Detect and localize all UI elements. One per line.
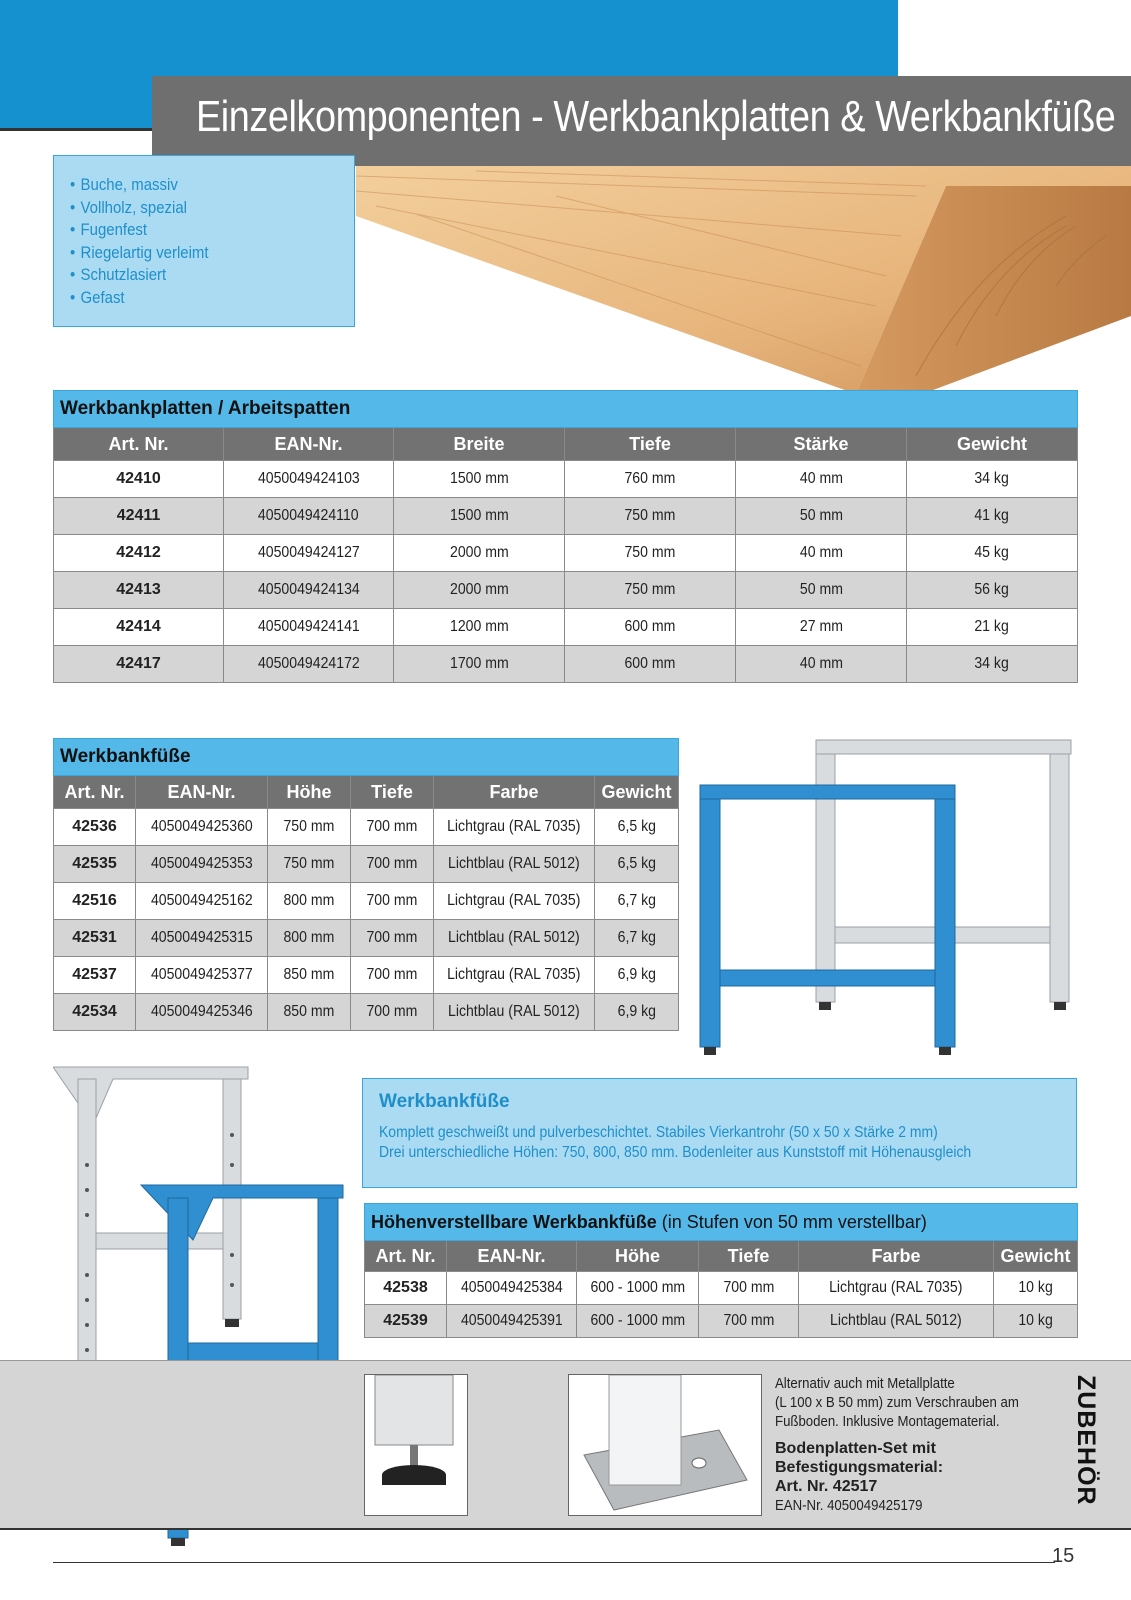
cell: 750 mm [565, 535, 736, 572]
column-header: Stärke [736, 428, 907, 461]
cell: 10 kg [994, 1305, 1078, 1338]
accessory-note-line: Alternativ auch mit Metallplatte [775, 1375, 955, 1392]
cell: 600 - 1000 mm [577, 1272, 699, 1305]
article-number: 42413 [54, 572, 224, 609]
column-header: Gewicht [907, 428, 1078, 461]
ean-cell: 4050049424110 [224, 498, 394, 535]
cell: 700 mm [351, 846, 434, 883]
cell: 6,9 kg [595, 957, 679, 994]
cell: 6,9 kg [595, 994, 679, 1031]
workbench-top-image [356, 166, 1131, 418]
ean-cell: 4050049424127 [224, 535, 394, 572]
legs-description-box [362, 1078, 1077, 1188]
description-title: Werkbankfüße [379, 1091, 510, 1112]
article-number: 42538 [365, 1272, 447, 1305]
accessory-ean: EAN-Nr. 4050049425179 [775, 1497, 923, 1514]
column-header: Höhe [577, 1241, 699, 1272]
column-header: Farbe [799, 1241, 994, 1272]
cell: 6,7 kg [595, 920, 679, 957]
cell: 850 mm [268, 994, 351, 1031]
column-header: Tiefe [351, 776, 434, 809]
table-row [54, 535, 1078, 572]
cell: 800 mm [268, 883, 351, 920]
cell: 6,5 kg [595, 809, 679, 846]
ean-cell: 4050049425353 [136, 846, 268, 883]
column-header: EAN-Nr. [136, 776, 268, 809]
ean-cell: 4050049425377 [136, 957, 268, 994]
column-header: Art. Nr. [365, 1241, 447, 1272]
cell: 600 mm [565, 609, 736, 646]
cell: 50 mm [736, 572, 907, 609]
ean-cell: 4050049425391 [447, 1305, 577, 1338]
cell: Lichtgrau (RAL 7035) [799, 1272, 994, 1305]
table-caption: Werkbankplatten / Arbeitspatten [54, 391, 1078, 428]
header-rule [0, 128, 160, 131]
article-number: 42539 [365, 1305, 447, 1338]
feature-item: • Schutzlasiert [70, 264, 320, 287]
ean-cell: 4050049425346 [136, 994, 268, 1031]
cell: 750 mm [565, 572, 736, 609]
ean-cell: 4050049425162 [136, 883, 268, 920]
table-row [54, 883, 679, 920]
cell: 34 kg [907, 646, 1078, 683]
cell: 41 kg [907, 498, 1078, 535]
cell: 27 mm [736, 609, 907, 646]
article-number: 42411 [54, 498, 224, 535]
cell: 850 mm [268, 957, 351, 994]
table-row [54, 461, 1078, 498]
cell: 40 mm [736, 461, 907, 498]
column-header: Art. Nr. [54, 776, 136, 809]
article-number: 42534 [54, 994, 136, 1031]
cell: 56 kg [907, 572, 1078, 609]
workbench-plates-table [53, 390, 1078, 683]
column-header: EAN-Nr. [224, 428, 394, 461]
cell: Lichtgrau (RAL 7035) [434, 957, 595, 994]
cell: 750 mm [268, 809, 351, 846]
cell: 700 mm [699, 1272, 799, 1305]
article-number: 42535 [54, 846, 136, 883]
table-caption: Werkbankfüße [54, 739, 679, 776]
cell: Lichtblau (RAL 5012) [434, 846, 595, 883]
column-header: Tiefe [565, 428, 736, 461]
cell: 34 kg [907, 461, 1078, 498]
column-header: Art. Nr. [54, 428, 224, 461]
ean-cell: 4050049424103 [224, 461, 394, 498]
accessory-label-text: ZUBEHÖR [1072, 1375, 1100, 1506]
table-row [54, 609, 1078, 646]
cell: Lichtblau (RAL 5012) [434, 994, 595, 1031]
feature-item: • Buche, massiv [70, 174, 320, 197]
page-number: 15 [1052, 1545, 1075, 1567]
article-number: 42412 [54, 535, 224, 572]
description-line: Komplett geschweißt und pulverbeschichtet. Stabiles Vierkantrohr (50 x 50 x Stärke 2 mm) [379, 1124, 938, 1141]
article-number: 42516 [54, 883, 136, 920]
leveling-foot-image [364, 1374, 468, 1516]
cell: 760 mm [565, 461, 736, 498]
accessory-note-line: Fußboden. Inklusive Montagematerial. [775, 1413, 1000, 1430]
table-row [54, 572, 1078, 609]
column-header: Tiefe [699, 1241, 799, 1272]
cell: 700 mm [351, 994, 434, 1031]
cell: 1500 mm [394, 461, 565, 498]
cell: 6,5 kg [595, 846, 679, 883]
feature-item: • Fugenfest [70, 219, 320, 242]
article-number: 42536 [54, 809, 136, 846]
cell: 2000 mm [394, 572, 565, 609]
article-number: 42537 [54, 957, 136, 994]
table-row [54, 646, 1078, 683]
feature-item: • Gefast [70, 287, 320, 310]
cell: 700 mm [351, 809, 434, 846]
cell: Lichtblau (RAL 5012) [799, 1305, 994, 1338]
page-title: Einzelkomponenten - Werkbankplatten & Werkbankfüße [196, 92, 1116, 141]
table-row [365, 1305, 1078, 1338]
column-header: Breite [394, 428, 565, 461]
cell: Lichtgrau (RAL 7035) [434, 883, 595, 920]
cell: 700 mm [351, 883, 434, 920]
column-header: Farbe [434, 776, 595, 809]
features-box [53, 155, 355, 327]
ean-cell: 4050049425360 [136, 809, 268, 846]
cell: Lichtblau (RAL 5012) [434, 920, 595, 957]
table-row [54, 957, 679, 994]
article-number: 42531 [54, 920, 136, 957]
table-row [54, 846, 679, 883]
footer-rule [53, 1562, 1055, 1563]
table-row [54, 809, 679, 846]
column-header: Höhe [268, 776, 351, 809]
cell: 40 mm [736, 535, 907, 572]
cell: 1200 mm [394, 609, 565, 646]
cell: Lichtgrau (RAL 7035) [434, 809, 595, 846]
cell: 800 mm [268, 920, 351, 957]
cell: 700 mm [351, 920, 434, 957]
article-number: 42414 [54, 609, 224, 646]
accessory-section-label [1066, 1375, 1106, 1515]
article-number: 42410 [54, 461, 224, 498]
cell: 1700 mm [394, 646, 565, 683]
ean-cell: 4050049425384 [447, 1272, 577, 1305]
accessory-product-name: Bodenplatten-Set mit [775, 1440, 936, 1457]
column-header: Gewicht [595, 776, 679, 809]
article-number: 42417 [54, 646, 224, 683]
adjustable-legs-table [364, 1203, 1078, 1338]
cell: 750 mm [268, 846, 351, 883]
cell: 2000 mm [394, 535, 565, 572]
ean-cell: 4050049424141 [224, 609, 394, 646]
column-header: Gewicht [994, 1241, 1078, 1272]
caption-note: (in Stufen von 50 mm verstellbar) [661, 1211, 927, 1232]
ean-cell: 4050049424134 [224, 572, 394, 609]
cell: 45 kg [907, 535, 1078, 572]
feature-item: • Vollholz, spezial [70, 197, 320, 220]
floor-plate-image [568, 1374, 762, 1516]
cell: 21 kg [907, 609, 1078, 646]
accessory-article-number: Art. Nr. 42517 [775, 1478, 878, 1495]
cell: 6,7 kg [595, 883, 679, 920]
cell: 40 mm [736, 646, 907, 683]
table-row [365, 1272, 1078, 1305]
ean-cell: 4050049424172 [224, 646, 394, 683]
cell: 50 mm [736, 498, 907, 535]
table-caption [365, 1204, 1078, 1241]
accessory-note-line: (L 100 x B 50 mm) zum Verschrauben am [775, 1394, 1019, 1411]
workbench-legs-image [695, 735, 1085, 1075]
cell: 10 kg [994, 1272, 1078, 1305]
cell: 700 mm [699, 1305, 799, 1338]
workbench-legs-table [53, 738, 679, 1031]
description-line: Drei unterschiedliche Höhen: 750, 800, 850 mm. Bodenleiter aus Kunststoff mit Höhenausgleich [379, 1144, 972, 1161]
cell: 600 - 1000 mm [577, 1305, 699, 1338]
cell: 700 mm [351, 957, 434, 994]
accessory-product-name: Befestigungsmaterial: [775, 1459, 944, 1476]
caption-bold: Höhenverstellbare Werkbankfüße [371, 1211, 657, 1232]
ean-cell: 4050049425315 [136, 920, 268, 957]
cell: 750 mm [565, 498, 736, 535]
table-row [54, 920, 679, 957]
column-header: EAN-Nr. [447, 1241, 577, 1272]
accessory-text [775, 1374, 1055, 1515]
cell: 600 mm [565, 646, 736, 683]
table-row [54, 498, 1078, 535]
feature-item: • Riegelartig verleimt [70, 242, 320, 265]
cell: 1500 mm [394, 498, 565, 535]
table-row [54, 994, 679, 1031]
